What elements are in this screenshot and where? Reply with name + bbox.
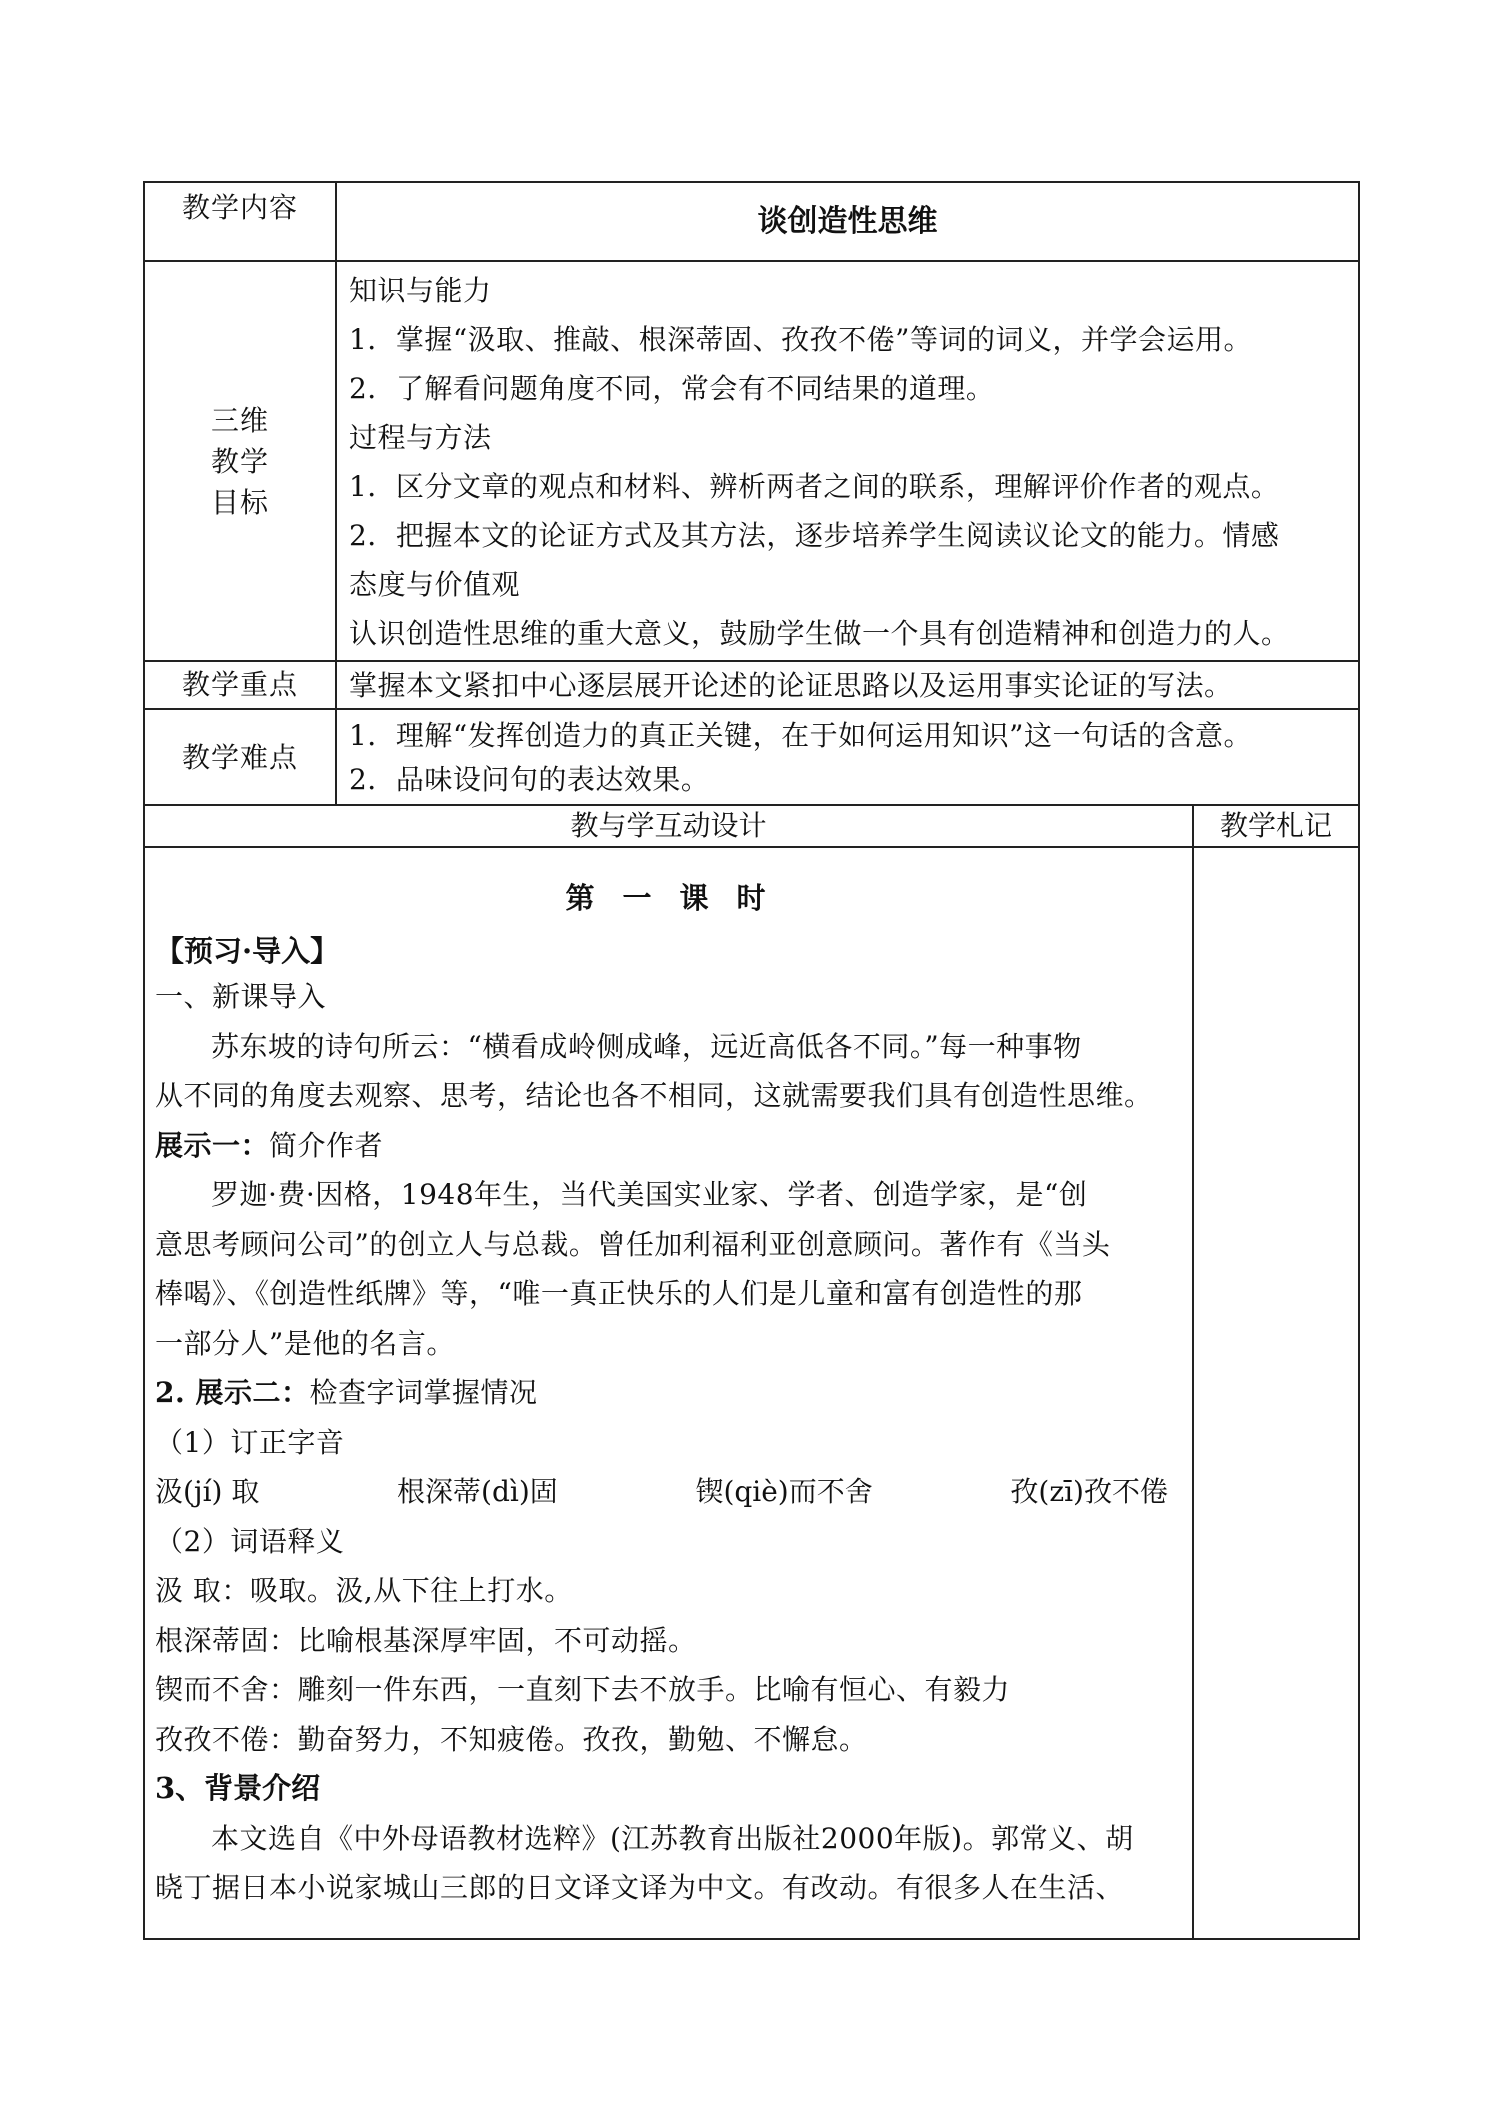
lesson-period-title: 第一课时	[565, 881, 794, 915]
row-content-title	[144, 182, 1359, 261]
key-points-label-cell	[144, 661, 336, 709]
goals-content-cell	[336, 261, 1359, 661]
lesson-body-cell	[144, 847, 1193, 1939]
author-line: 意思考顾问公司”的创立人与总裁。曾任加利福利亚创意顾问。著作有《当头	[155, 1227, 1111, 1261]
show1-text: 简介作者	[269, 1128, 384, 1162]
difficulties-label-cell	[144, 709, 336, 805]
preview-section-heading: 【预习·导入】	[155, 934, 340, 968]
goals-label-line: 目标	[210, 485, 269, 519]
key-points-label: 教学重点	[181, 668, 298, 701]
goal-line: 过程与方法	[349, 421, 492, 454]
goals-label-cell	[144, 261, 336, 661]
key-points-text: 掌握本文紧扣中心逐层展开论述的论证思路以及运用事实论证的写法。	[349, 669, 1233, 702]
interaction-heading-cell	[144, 805, 1193, 847]
goals-label-line: 三维	[210, 403, 269, 437]
pronunciation-heading: （1）订正字音	[155, 1425, 345, 1459]
lesson-plan-table	[143, 181, 1360, 1940]
goals-label-line: 教学	[210, 444, 269, 478]
background-heading: 3、背景介绍	[155, 1771, 321, 1805]
content-label: 教学内容	[181, 191, 298, 224]
difficulties-content-cell	[336, 709, 1359, 805]
lesson-name-cell	[336, 182, 1359, 261]
row-goals	[144, 261, 1359, 661]
teaching-notes-cell	[1193, 847, 1359, 1939]
meaning-line: 汲 取：吸取。汲,从下往上打水。	[155, 1574, 573, 1607]
pronunciation-item: 汲(jí) 取	[155, 1475, 260, 1508]
key-points-content-cell	[336, 661, 1359, 709]
pronunciation-item: 锲(qiè)而不舍	[695, 1475, 873, 1508]
goal-line: 2．把握本文的论证方式及其方法，逐步培养学生阅读议论文的能力。情感	[349, 519, 1280, 552]
difficulty-line: 1．理解“发挥创造力的真正关键，在于如何运用知识”这一句话的含意。	[349, 719, 1252, 752]
meaning-heading: （2）词语释义	[155, 1524, 345, 1558]
meaning-line: 根深蒂固：比喻根基深厚牢固，不可动摇。	[155, 1623, 697, 1657]
goal-line: 2．了解看问题角度不同，常会有不同结果的道理。	[349, 372, 995, 405]
interaction-heading: 教与学互动设计	[570, 809, 767, 842]
author-line: 棒喝》、《创造性纸牌》等，“唯一真正快乐的人们是儿童和富有创造性的那	[155, 1277, 1083, 1310]
show2-line	[155, 1368, 1180, 1418]
intro-line: 从不同的角度去观察、思考，结论也各不相同，这就需要我们具有创造性思维。	[155, 1079, 1153, 1112]
notes-heading: 教学札记	[1219, 809, 1332, 842]
lesson-name: 谈创造性思维	[757, 204, 938, 239]
background-line: 本文选自《中外母语教材选粹》(江苏教育出版社2000年版)。郭常义、胡	[211, 1821, 1134, 1855]
content-label-cell	[144, 182, 336, 261]
difficulties-label: 教学难点	[181, 740, 298, 774]
goal-line: 1．区分文章的观点和材料、辨析两者之间的联系，理解评价作者的观点。	[349, 470, 1280, 503]
difficulty-line: 2．品味设问句的表达效果。	[349, 763, 710, 796]
pronunciation-item: 根深蒂(dì)固	[397, 1475, 558, 1508]
row-difficulties	[144, 709, 1359, 805]
goal-line: 态度与价值观	[349, 568, 521, 601]
show1-line	[155, 1121, 1180, 1171]
goal-line: 1．掌握“汲取、推敲、根深蒂固、孜孜不倦”等词的词义，并学会运用。	[349, 323, 1252, 356]
show2-label: 2. 展示二：	[155, 1376, 310, 1409]
row-lesson-body	[144, 847, 1359, 1939]
intro-heading: 一、新课导入	[155, 980, 327, 1013]
show1-label: 展示一：	[155, 1128, 270, 1162]
intro-line: 苏东坡的诗句所云：“横看成岭侧成峰，远近高低各不同。”每一种事物	[211, 1029, 1082, 1063]
pronunciation-row	[155, 1467, 1180, 1517]
pronunciation-item: 孜(zī)孜不倦	[1010, 1475, 1168, 1508]
meaning-line: 孜孜不倦：勤奋努力，不知疲倦。孜孜，勤勉、不懈怠。	[155, 1722, 868, 1756]
author-line: 罗迦·费·因格，1948年生，当代美国实业家、学者、创造学家，是“创	[211, 1178, 1088, 1211]
author-line: 一部分人”是他的名言。	[155, 1326, 455, 1360]
goal-line: 认识创造性思维的重大意义，鼓励学生做一个具有创造精神和创造力的人。	[349, 617, 1290, 650]
show2-text: 检查字词掌握情况	[309, 1376, 538, 1409]
notes-heading-cell	[1193, 805, 1359, 847]
background-line: 晓丁据日本小说家城山三郎的日文译文译为中文。有改动。有很多人在生活、	[155, 1871, 1125, 1904]
row-key-points	[144, 661, 1359, 709]
meaning-line: 锲而不舍：雕刻一件东西，一直刻下去不放手。比喻有恒心、有毅力	[155, 1673, 1011, 1706]
row-interaction-header	[144, 805, 1359, 847]
goal-line: 知识与能力	[349, 274, 492, 307]
